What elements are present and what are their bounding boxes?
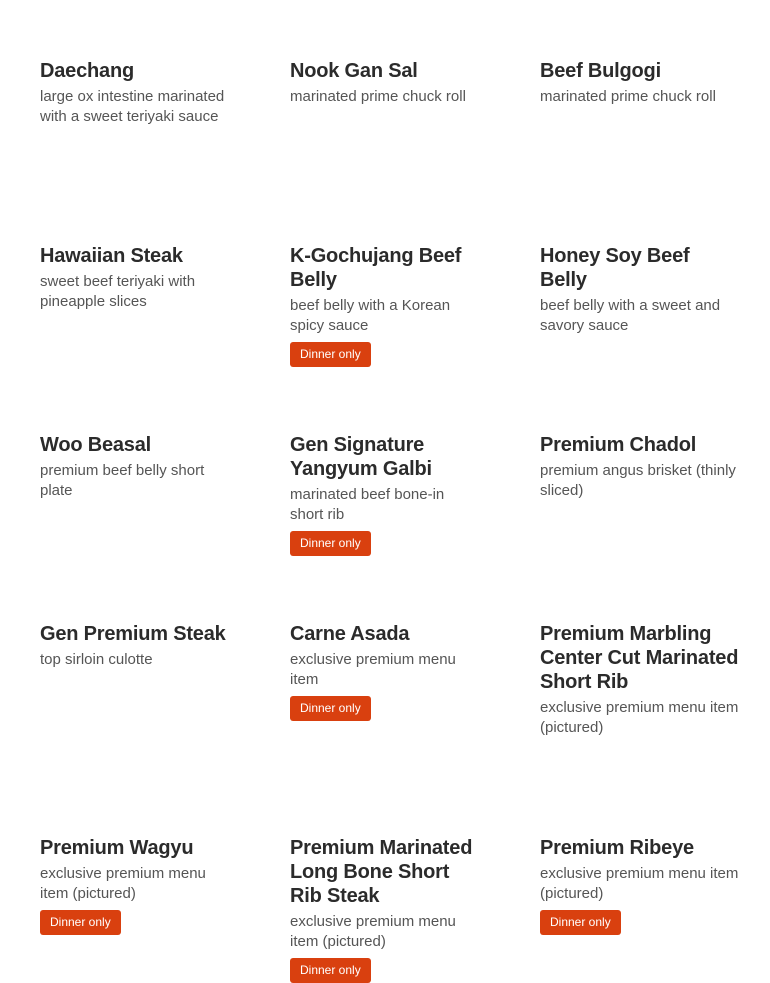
menu-item-beef-bulgogi[interactable]	[540, 59, 740, 107]
menu-item-name: Gen Premium Steak	[40, 623, 226, 645]
menu-item-hawaiian-steak[interactable]	[40, 244, 230, 311]
menu-item-name: Nook Gan Sal	[290, 60, 418, 82]
menu-item-daechang[interactable]	[40, 59, 230, 126]
menu-item-premium-ribeye[interactable]	[540, 836, 740, 935]
menu-item-name: Beef Bulgogi	[540, 60, 661, 82]
menu-item-premium-chadol[interactable]	[540, 433, 740, 500]
menu-item-name: K-Gochujang Beef Belly	[290, 245, 462, 291]
menu-item-description: exclusive premium menu item (pictured)	[40, 865, 206, 902]
menu-item-name: Woo Beasal	[40, 434, 151, 456]
menu-item-description: beef belly with a sweet and savory sauce	[540, 297, 721, 334]
menu-item-description: marinated prime chuck roll	[540, 88, 716, 105]
dinner-only-badge: Dinner only	[290, 696, 371, 721]
menu-item-honey-soy-beef-belly[interactable]	[540, 244, 740, 335]
menu-item-description: exclusive premium menu item (pictured)	[290, 913, 456, 950]
menu-item-name: Premium Ribeye	[540, 837, 694, 859]
dinner-only-badge: Dinner only	[290, 958, 371, 983]
menu-item-name: Gen Signature Yangyum Galbi	[290, 434, 432, 480]
menu-item-name: Carne Asada	[290, 623, 410, 645]
menu-item-name: Hawaiian Steak	[40, 245, 183, 267]
menu-item-premium-wagyu[interactable]	[40, 836, 230, 935]
menu-item-description: premium angus brisket (thinly sliced)	[540, 462, 736, 499]
menu-item-name: Premium Marinated Long Bone Short Rib Steak	[290, 837, 473, 907]
menu-item-description: large ox intestine marinated with a sweet teriyaki sauce	[40, 88, 225, 125]
dinner-only-badge: Dinner only	[40, 910, 121, 935]
menu-item-description: premium beef belly short plate	[40, 462, 205, 499]
menu-item-description: marinated prime chuck roll	[290, 88, 466, 105]
menu-item-premium-marinated-long-bone-short-rib-steak[interactable]	[290, 836, 480, 983]
menu-item-gen-premium-steak[interactable]	[40, 622, 230, 670]
menu-item-nook-gan-sal[interactable]	[290, 59, 480, 107]
dinner-only-badge: Dinner only	[540, 910, 621, 935]
menu-item-description: exclusive premium menu item	[290, 651, 456, 688]
menu-item-description: exclusive premium menu item (pictured)	[540, 699, 739, 736]
menu-item-k-gochujang-beef-belly[interactable]	[290, 244, 480, 367]
dinner-only-badge: Dinner only	[290, 531, 371, 556]
menu-item-description: beef belly with a Korean spicy sauce	[290, 297, 451, 334]
menu-item-description: exclusive premium menu item (pictured)	[540, 865, 739, 902]
menu-item-name: Premium Chadol	[540, 434, 697, 456]
menu-item-name: Premium Marbling Center Cut Marinated Short Rib	[540, 623, 739, 693]
menu-item-description: top sirloin culotte	[40, 651, 153, 668]
menu-item-name: Daechang	[40, 60, 134, 82]
menu-item-premium-marbling-short-rib[interactable]	[540, 622, 740, 737]
menu-item-description: sweet beef teriyaki with pineapple slices	[40, 273, 196, 310]
menu-item-carne-asada[interactable]	[290, 622, 480, 721]
menu-item-name: Honey Soy Beef Belly	[540, 245, 690, 291]
menu-item-gen-signature-yangyum-galbi[interactable]	[290, 433, 480, 556]
menu-item-name: Premium Wagyu	[40, 837, 194, 859]
menu-item-description: marinated beef bone-in short rib	[290, 486, 445, 523]
dinner-only-badge: Dinner only	[290, 342, 371, 367]
menu-item-woo-beasal[interactable]	[40, 433, 230, 500]
